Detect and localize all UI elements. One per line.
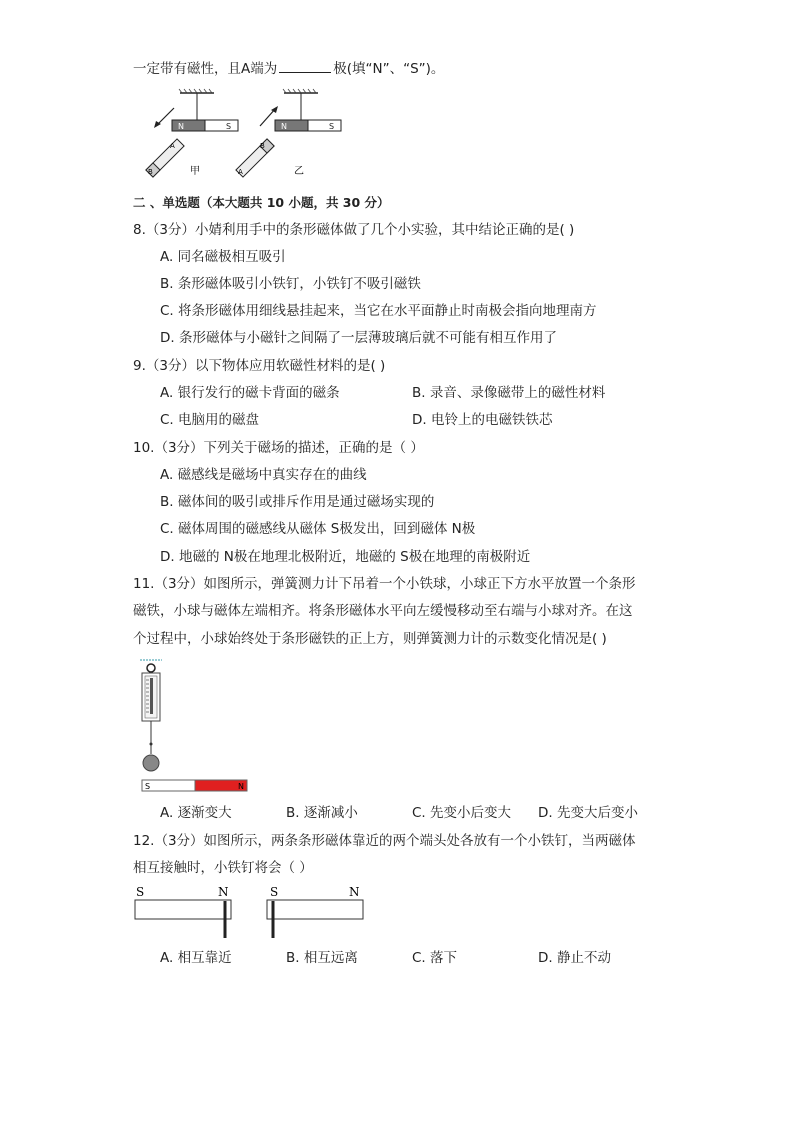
q8-option-c[interactable]: C. 将条形磁体用细线悬挂起来，当它在水平面静止时南极会指向地理南方 bbox=[160, 303, 597, 319]
q11-magnet-s: S bbox=[145, 782, 151, 791]
q12-m2-s: S bbox=[270, 885, 279, 899]
q12-stem-line2: 相互接触时，小铁钉将会（ ） bbox=[133, 860, 313, 876]
figure-two-magnets bbox=[132, 882, 367, 942]
figure-hanging-magnets bbox=[132, 88, 362, 188]
intro-text-pre: 一定带有磁性，且A端为 bbox=[133, 61, 278, 77]
q8-option-a[interactable]: A. 同名磁极相互吸引 bbox=[160, 249, 286, 265]
q12-m1-s: S bbox=[136, 885, 145, 899]
q12-option-c[interactable]: C. 落下 bbox=[412, 950, 458, 966]
q10-option-c[interactable]: C. 磁体周围的磁感线从磁体 S极发出，回到磁体 N极 bbox=[160, 521, 476, 537]
q11-stem-line3: 个过程中，小球始终处于条形磁铁的正上方，则弹簧测力计的示数变化情况是( ) bbox=[133, 631, 607, 647]
figure-spring-scale bbox=[132, 656, 257, 796]
intro-text-post: 极(填“N”、“S”)。 bbox=[333, 61, 445, 77]
q9-stem: 9.（3分）以下物体应用软磁性材料的是( ) bbox=[133, 358, 386, 374]
yi-b-label: B bbox=[260, 142, 265, 150]
q11-magnet-n: N bbox=[238, 782, 244, 791]
jia-a-label: A bbox=[170, 142, 175, 150]
q12-m1-n: N bbox=[218, 885, 229, 899]
q10-option-d[interactable]: D. 地磁的 N极在地理北极附近，地磁的 S极在地理的南极附近 bbox=[160, 549, 531, 565]
q9-option-d[interactable]: D. 电铃上的电磁铁铁芯 bbox=[412, 412, 553, 428]
q10-stem: 10.（3分）下列关于磁场的描述，正确的是（ ） bbox=[133, 440, 424, 456]
q11-option-d[interactable]: D. 先变大后变小 bbox=[538, 805, 638, 821]
jia-n-label: N bbox=[178, 122, 184, 131]
q11-option-c[interactable]: C. 先变小后变大 bbox=[412, 805, 512, 821]
q11-stem-line1: 11.（3分）如图所示，弹簧测力计下吊着一个小铁球，小球正下方水平放置一个条形 bbox=[133, 576, 636, 592]
q12-stem-line1: 12.（3分）如图所示，两条条形磁体靠近的两个端头处各放有一个小铁钉，当两磁体 bbox=[133, 833, 636, 849]
q11-stem-line2: 磁铁，小球与磁体左端相齐。将条形磁体水平向左缓慢移动至右端与小球对齐。在这 bbox=[133, 603, 633, 619]
q9-option-b[interactable]: B. 录音、录像磁带上的磁性材料 bbox=[412, 385, 606, 401]
q8-option-b[interactable]: B. 条形磁体吸引小铁钉，小铁钉不吸引磁铁 bbox=[160, 276, 421, 292]
label-yi: 乙 bbox=[294, 166, 304, 177]
section-header: 二 、单选题（本大题共 10 小题，共 30 分） bbox=[133, 195, 390, 210]
jia-s-label: S bbox=[226, 122, 232, 131]
q8-option-d[interactable]: D. 条形磁体与小磁针之间隔了一层薄玻璃后就不可能有相互作用了 bbox=[160, 330, 557, 346]
yi-n-label: N bbox=[281, 122, 287, 131]
figure-yi bbox=[236, 89, 341, 177]
q9-option-c[interactable]: C. 电脑用的磁盘 bbox=[160, 412, 260, 428]
intro-line bbox=[133, 60, 444, 78]
yi-a-label: A bbox=[238, 168, 243, 176]
yi-s-label: S bbox=[329, 122, 335, 131]
jia-b-label: B bbox=[148, 168, 153, 176]
q12-option-d[interactable]: D. 静止不动 bbox=[538, 950, 611, 966]
q12-option-a[interactable]: A. 相互靠近 bbox=[160, 950, 232, 966]
q10-option-b[interactable]: B. 磁体间的吸引或排斥作用是通过磁场实现的 bbox=[160, 494, 435, 510]
q12-option-b[interactable]: B. 相互远离 bbox=[286, 950, 358, 966]
q10-option-a[interactable]: A. 磁感线是磁场中真实存在的曲线 bbox=[160, 467, 367, 483]
label-jia: 甲 bbox=[190, 166, 200, 177]
q11-option-b[interactable]: B. 逐渐减小 bbox=[286, 805, 358, 821]
q8-stem: 8.（3分）小婧利用手中的条形磁体做了几个小实验，其中结论正确的是( ) bbox=[133, 222, 575, 238]
q12-m2-n: N bbox=[349, 885, 360, 899]
answer-blank[interactable] bbox=[279, 60, 331, 73]
q9-option-a[interactable]: A. 银行发行的磁卡背面的磁条 bbox=[160, 385, 340, 401]
q11-option-a[interactable]: A. 逐渐变大 bbox=[160, 805, 232, 821]
figure-jia bbox=[146, 89, 238, 177]
